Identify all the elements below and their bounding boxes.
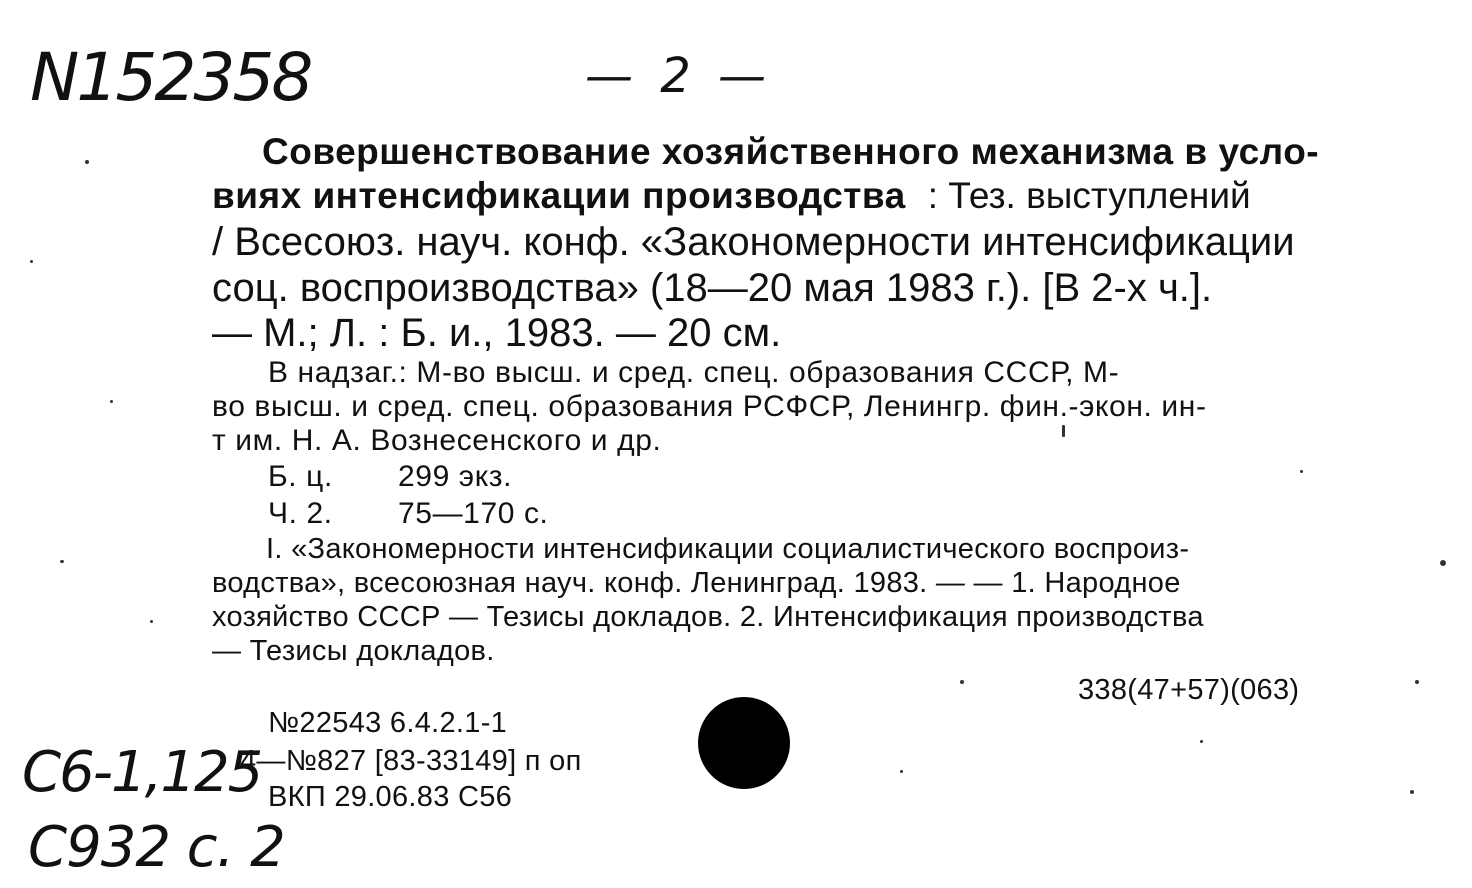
record-title-line-1: Совершенствование хозяйственного механизма в усло- — [262, 131, 1320, 172]
speck — [900, 770, 903, 773]
record-title-continued: виях интенсификации производства — [212, 175, 906, 216]
record-title-line-2 — [212, 177, 1251, 214]
tech-line-3: ВКП 29.06.83 С56 — [268, 781, 513, 813]
record-body-line-2: соц. воспроизводства» (18—20 мая 1983 г.). [В 2-х ч.]. — [212, 266, 1213, 310]
speck — [960, 680, 964, 684]
speck — [1062, 425, 1065, 437]
speck — [1410, 790, 1414, 794]
inventory-number: N152358 — [30, 39, 311, 116]
classification-index: 338(47+57)(063) — [1078, 674, 1300, 706]
record-body-line-3: — М.; Л. : Б. и., 1983. — 20 см. — [212, 311, 782, 355]
speck — [150, 620, 153, 623]
speck — [1300, 470, 1303, 473]
record-body-line-1: / Всесоюз. науч. конф. «Закономерности интенсификации — [212, 220, 1295, 264]
subject-line-4: — Тезисы докладов. — [212, 635, 495, 667]
record-title-tail: : Тез. выступлений — [927, 175, 1251, 216]
shelf-mark-2: С932 с. 2 — [28, 815, 285, 880]
subject-line-3: хозяйство СССР — Тезисы докладов. 2. Интенсификация производства — [212, 601, 1204, 633]
shelf-mark-1: С6-1,125 — [22, 740, 262, 805]
speck — [30, 260, 33, 263]
copies-value: 299 экз. — [398, 460, 513, 493]
speck — [60, 560, 64, 563]
punch-hole — [698, 697, 790, 789]
speck — [85, 160, 89, 164]
speck — [1200, 740, 1203, 743]
note-line-1: В надзаг.: М-во высш. и сред. спец. образования СССР, М- — [268, 356, 1120, 389]
note-line-3: т им. Н. А. Вознесенского и др. — [212, 424, 662, 457]
part-label: Ч. 2. — [268, 497, 333, 530]
speck — [110, 400, 113, 403]
subject-line-2: водства», всесоюзная науч. конф. Ленинград. 1983. — — 1. Народное — [212, 567, 1181, 599]
copies-label: Б. ц. — [268, 460, 333, 493]
subject-line-1: I. «Закономерности интенсификации социалистического воспроиз- — [266, 533, 1190, 565]
speck — [1440, 560, 1446, 566]
speck — [1415, 680, 1419, 684]
part-value: 75—170 с. — [398, 497, 549, 530]
tech-line-2: 4—№827 [83-33149] п оп — [240, 745, 582, 777]
tech-line-1: №22543 6.4.2.1-1 — [268, 707, 508, 739]
page-number: — 2 — — [585, 48, 773, 104]
note-line-2: во высш. и сред. спец. образования РСФСР, Ленингр. фин.-экон. ин- — [212, 390, 1207, 423]
